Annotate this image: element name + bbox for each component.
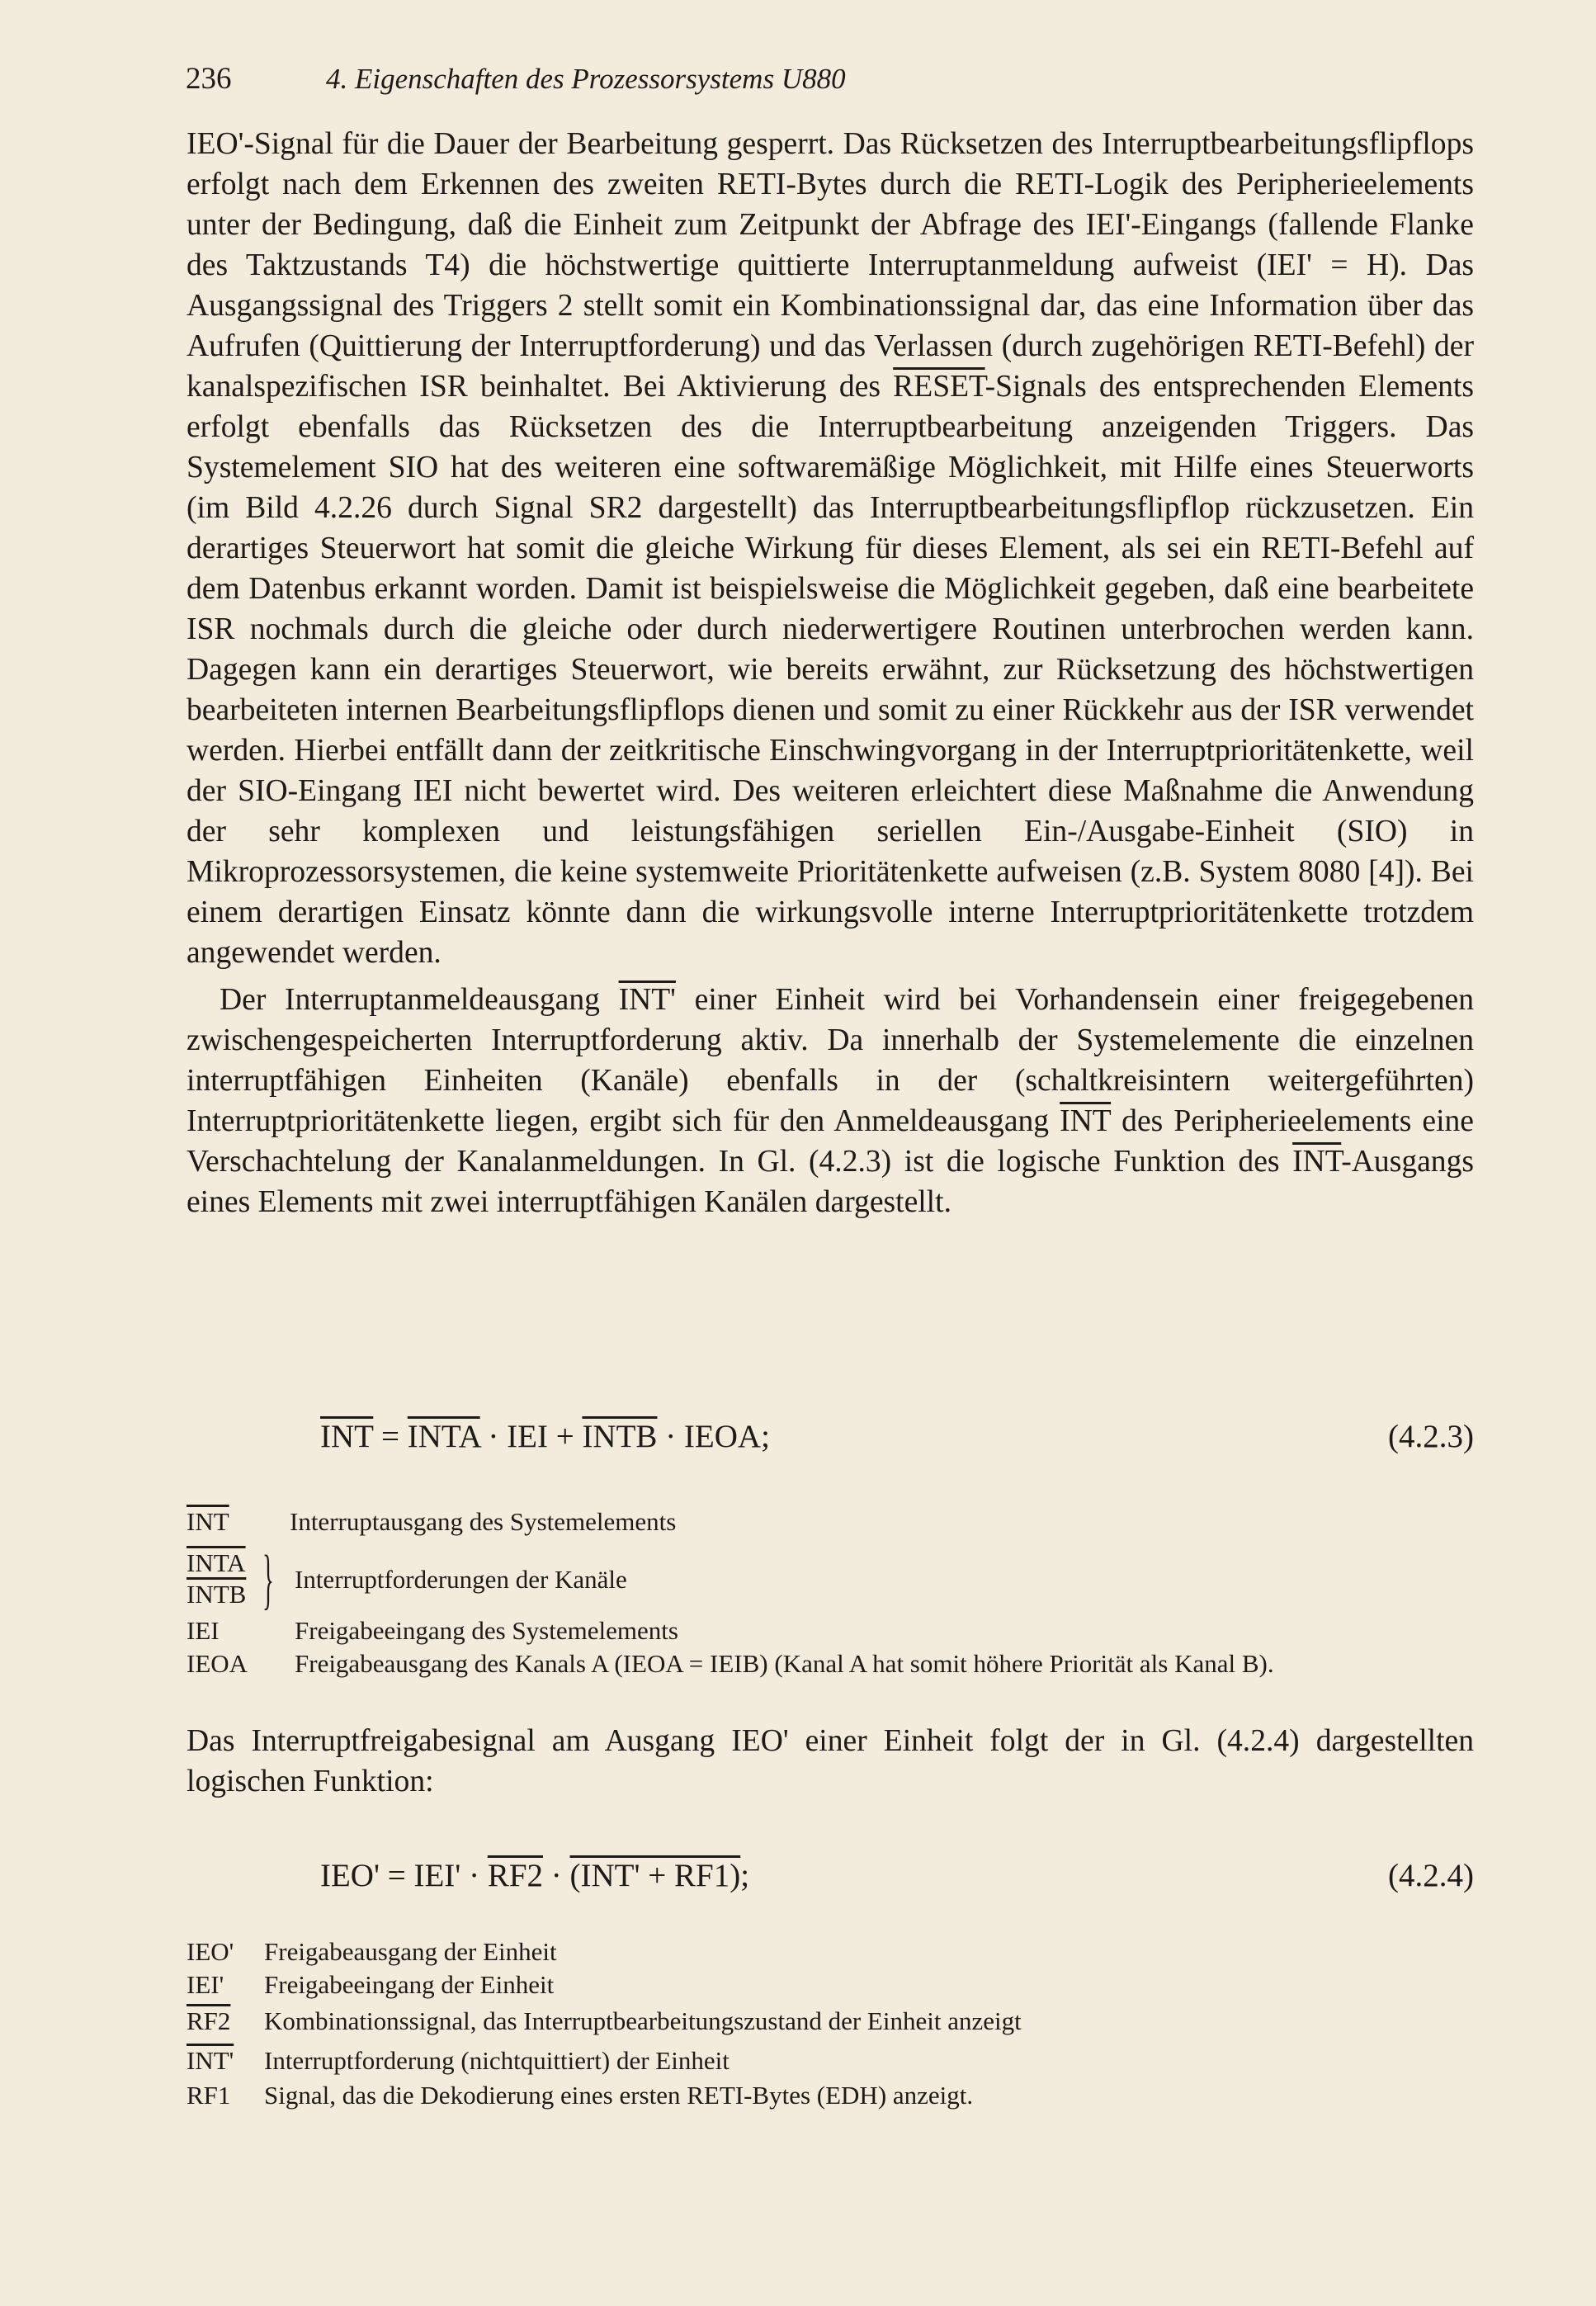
legend-description: Interruptforderung (nichtquittiert) der Einheit xyxy=(264,2046,730,2075)
legend-symbol: $\overline{INT}$ xyxy=(187,1507,229,1536)
paragraph-2-text-d: -Ausgangs eines Elements mit zwei interruptfähigen Kanälen dargestellt. xyxy=(187,1145,1474,1219)
legend-description: Interruptforderungen der Kanäle xyxy=(295,1565,627,1594)
legend-description: Kombinationssignal, das Interruptbearbeitungszustand der Einheit anzeigt xyxy=(264,2006,1022,2035)
paragraph-1-text-a: IEO'-Signal für die Dauer der Bearbeitung gesperrt. Das Rücksetzen des Interruptbearbeitungsflipflops erfolgt nach dem Erkennen des zweiten RETI-Bytes durch die RETI-Logik des Peripherieelements unter der Bedingung, daß die Einheit zum Zeitpunkt der Abfrage des IEI'-Eingangs (fallende Flanke des Taktzustands T4) die höchstwertige quittierte Interruptanmeldung aufweist (IEI' = H). Das Ausgangssignal des Triggers 2 stellt somit ein Kombinationssignal dar, das eine Information über das Aufrufen (Quittierung der Interruptforderung) und das Verlassen (durch zugehörigen RETI-Befehl) der kanalspezifischen ISR beinhaltet. Bei Aktivierung des xyxy=(187,127,1474,404)
equation-4-2-4-formula xyxy=(320,1857,749,1894)
legend-description: Signal, das die Dekodierung eines ersten RETI-Bytes (EDH) anzeigt. xyxy=(264,2081,974,2110)
paragraph-2 xyxy=(187,980,1474,1222)
running-title: 4. Eigenschaften des Prozessorsystems U880 xyxy=(326,63,846,95)
eq1-intb: INTB xyxy=(582,1419,658,1454)
legend-symbol: RF2 xyxy=(187,2006,231,2035)
legend-4-2-3 xyxy=(187,1507,1507,1689)
legend-row-inta-intb xyxy=(187,1541,929,1616)
eq1-inta: INTA xyxy=(407,1419,480,1454)
page-number: 236 xyxy=(186,62,232,96)
equation-4-2-3-formula xyxy=(320,1418,770,1455)
legend-symbol: INT' xyxy=(187,2046,234,2075)
eq2-rf2: RF2 xyxy=(487,1858,544,1893)
paragraph-1 xyxy=(187,124,1474,973)
legend-symbol: IEO' xyxy=(187,1937,234,1966)
eq2-end: ; xyxy=(740,1858,750,1893)
paragraph-2-text-c: des Peripherieelements eine Verschachtelung der Kanalanmeldungen. In Gl. (4.2.3) ist die logische Funktion des xyxy=(187,1104,1474,1179)
paragraph-2-text-b: einer Einheit wird bei Vorhandensein einer freigegebenen zwischengespeicherten Interruptforderung aktiv. Da innerhalb der Systemelemente die einzelnen interruptfähigen Einheiten (Kanäle) ebenfalls in der (schaltkreisintern weitergeführten) Interruptprioritätenkette liegen, ergibt sich für den Anmeldeausgang xyxy=(187,983,1474,1138)
legend-description: Interruptausgang des Systemelements xyxy=(290,1507,677,1536)
eq1-term-2: · IEOA; xyxy=(657,1419,770,1454)
int-overlined-2: $\overline{INT}$ xyxy=(1292,1145,1342,1179)
main-text xyxy=(187,124,1474,1222)
legend-symbol: IEI' xyxy=(187,1970,224,1999)
eq2-group: (INT' + RF1) xyxy=(569,1858,741,1893)
legend-symbol-inta: INTA xyxy=(187,1548,246,1577)
eq1-int: $\overline{INT}$ xyxy=(320,1419,374,1454)
eq2-lhs: IEO' = IEI' · xyxy=(320,1858,488,1893)
legend-symbol-intb: INTB xyxy=(187,1580,247,1609)
equation-number-4-2-4: (4.2.4) xyxy=(1388,1858,1474,1893)
reset-signal-overlined: RESET xyxy=(893,370,985,404)
int-prime-overlined: INT' xyxy=(618,983,676,1017)
legend-symbol: IEI xyxy=(187,1616,220,1645)
legend-description: Freigabeeingang der Einheit xyxy=(264,1970,555,1999)
paragraph-3: Das Interruptfreigabesignal am Ausgang IEO' einer Einheit folgt der in Gl. (4.2.4) dargestellten logischen Funktion: xyxy=(187,1724,1474,1798)
equation-4-2-3 xyxy=(187,1418,1474,1467)
legend-description: Freigabeausgang der Einheit xyxy=(264,1937,557,1966)
page-header xyxy=(186,61,1473,111)
paragraph-1-text-b: -Signals des entsprechenden Elements erfolgt ebenfalls das Rücksetzen des die Interruptbearbeitung anzeigenden Triggers. Das Systemelement SIO hat des weiteren eine softwaremäßige Möglichkeit, mit Hilfe eines Steuerworts (im Bild 4.2.26 durch Signal SR2 dargestellt) das Interruptbearbeitungsflipflop rückzusetzen. Ein derartiges Steuerwort hat somit die gleiche Wirkung für dieses Element, als sei ein RETI-Befehl auf dem Datenbus erkannt worden. Damit ist beispielsweise die Möglichkeit gegeben, daß eine bearbeitete ISR nochmals durch die gleiche oder durch niederwertigere Routinen unterbrochen werden kann. Dagegen kann ein derartiges Steuerwort, wie bereits erwähnt, zur Rücksetzung des höchstwertigen bearbeiteten internen Bearbeitungsflipflops dienen und somit zu einer Rückkehr aus der ISR verwendet werden. Hierbei entfällt dann der zeitkritische Einschwingvorgang in der Interruptprioritätenkette, weil der SIO-Eingang IEI nicht bewertet wird. Des weiteren erleichtert diese Maßnahme die Anwendung der sehr komplexen und leistungsfähigen seriellen Ein-/Ausgabe-Einheit (SIO) in Mikroprozessorsystemen, die keine systemweite Prioritätenkette aufweisen (z.B. System 8080 [4]). Bei einem derartigen Einsatz könnte dann die wirkungsvolle interne Interruptprioritätenkette trotzdem angewendet werden. xyxy=(187,370,1474,970)
legend-symbol: IEOA xyxy=(187,1649,248,1678)
paragraph-2-text-a: Der Interruptanmeldeausgang xyxy=(220,983,619,1017)
legend-description: Freigabeausgang des Kanals A (IEOA = IEIB) (Kanal A hat somit höhere Priorität als Kanal B). xyxy=(295,1649,1274,1678)
int-overlined-1: $\overline{INT}$ xyxy=(1060,1104,1112,1138)
legend-4-2-4 xyxy=(187,1937,1507,2119)
legend-symbol: RF1 xyxy=(187,2081,231,2110)
eq2-dot: · xyxy=(543,1858,570,1893)
eq1-equals: = xyxy=(373,1419,408,1454)
curly-brace: } xyxy=(262,1541,274,1616)
equation-number-4-2-3: (4.2.3) xyxy=(1388,1419,1474,1454)
legend-description: Freigabeeingang des Systemelements xyxy=(295,1616,678,1645)
equation-4-2-4 xyxy=(187,1857,1474,1907)
eq1-term-1: · IEI + xyxy=(479,1419,583,1454)
